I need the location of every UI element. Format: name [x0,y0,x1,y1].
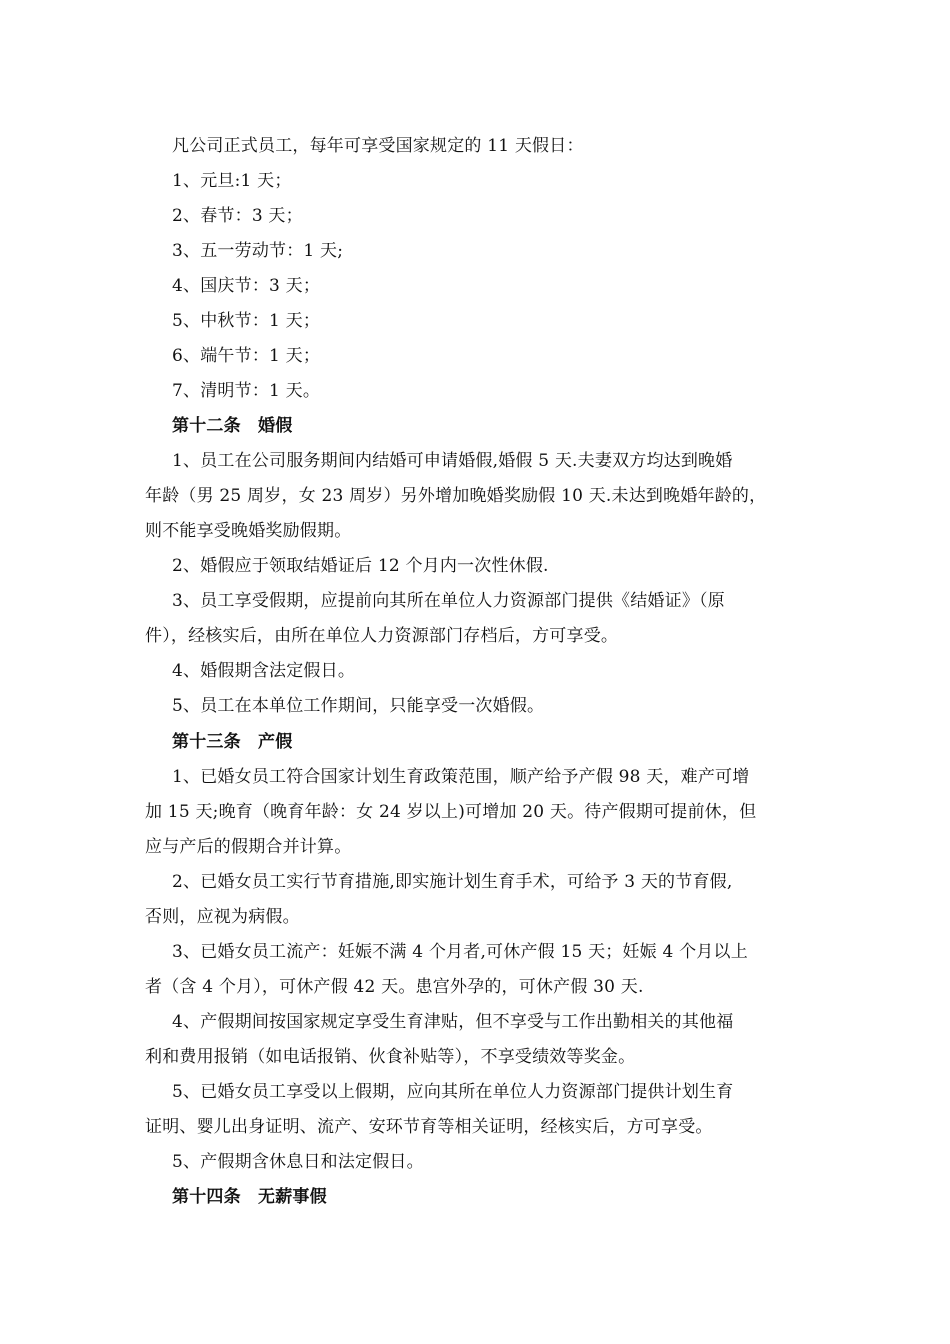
paragraph-line: 加 15 天;晚育（晚育年龄：女 24 岁以上)可增加 20 天。待产假期可提前休，但 [145,802,757,822]
paragraph-line: 则不能享受晚婚奖励假期。 [145,521,352,541]
paragraph-line: 5、已婚女员工享受以上假期，应向其所在单位人力资源部门提供计划生育 [172,1082,734,1102]
holiday-item: 3、五一劳动节：1 天; [172,241,344,261]
section-heading-marriage-leave: 第十二条 婚假 [172,416,293,436]
paragraph-line: 5、员工在本单位工作期间，只能享受一次婚假。 [172,696,545,716]
paragraph-line: 2、婚假应于领取结婚证后 12 个月内一次性休假. [172,556,549,576]
paragraph-line: 1、已婚女员工符合国家计划生育政策范围，顺产给予产假 98 天，难产可增 [172,767,750,787]
section-heading-unpaid-leave: 第十四条 无薪事假 [172,1187,327,1207]
paragraph-line: 年龄（男 25 周岁，女 23 周岁）另外增加晚婚奖励假 10 天.未达到晚婚年龄的， [145,486,767,506]
paragraph-line: 1、员工在公司服务期间内结婚可申请婚假,婚假 5 天.夫妻双方均达到晚婚 [172,451,733,471]
paragraph-line: 证明、婴儿出身证明、流产、安环节育等相关证明，经核实后，方可享受。 [145,1117,713,1137]
paragraph-line: 4、婚假期含法定假日。 [172,661,356,681]
intro-paragraph: 凡公司正式员工，每年可享受国家规定的 11 天假日： [172,136,584,156]
paragraph-line: 者（含 4 个月），可休产假 42 天。患宫外孕的，可休产假 30 天. [145,977,644,997]
paragraph-line: 4、产假期间按国家规定享受生育津贴，但不享受与工作出勤相关的其他福 [172,1012,734,1032]
holiday-item: 6、端午节：1 天； [172,346,321,366]
paragraph-line: 2、已婚女员工实行节育措施,即实施计划生育手术，可给予 3 天的节育假, [172,872,733,892]
paragraph-line: 应与产后的假期合并计算。 [145,837,352,857]
paragraph-line: 3、员工享受假期，应提前向其所在单位人力资源部门提供《结婚证》（原 [172,591,725,611]
paragraph-line: 否则，应视为病假。 [145,907,300,927]
paragraph-line: 利和费用报销（如电话报销、伙食补贴等），不享受绩效等奖金。 [145,1047,636,1067]
section-heading-maternity-leave: 第十三条 产假 [172,732,293,752]
holiday-item: 5、中秋节：1 天； [172,311,321,331]
paragraph-line: 件），经核实后，由所在单位人力资源部门存档后，方可享受。 [145,626,619,646]
paragraph-line: 3、已婚女员工流产：妊娠不满 4 个月者,可休产假 15 天；妊娠 4 个月以上 [172,942,748,962]
holiday-item: 7、清明节：1 天。 [172,381,321,401]
holiday-item: 1、元旦:1 天； [172,171,292,191]
paragraph-line: 5、产假期含休息日和法定假日。 [172,1152,424,1172]
holiday-item: 2、春节：3 天； [172,206,303,226]
holiday-item: 4、国庆节：3 天； [172,276,321,296]
